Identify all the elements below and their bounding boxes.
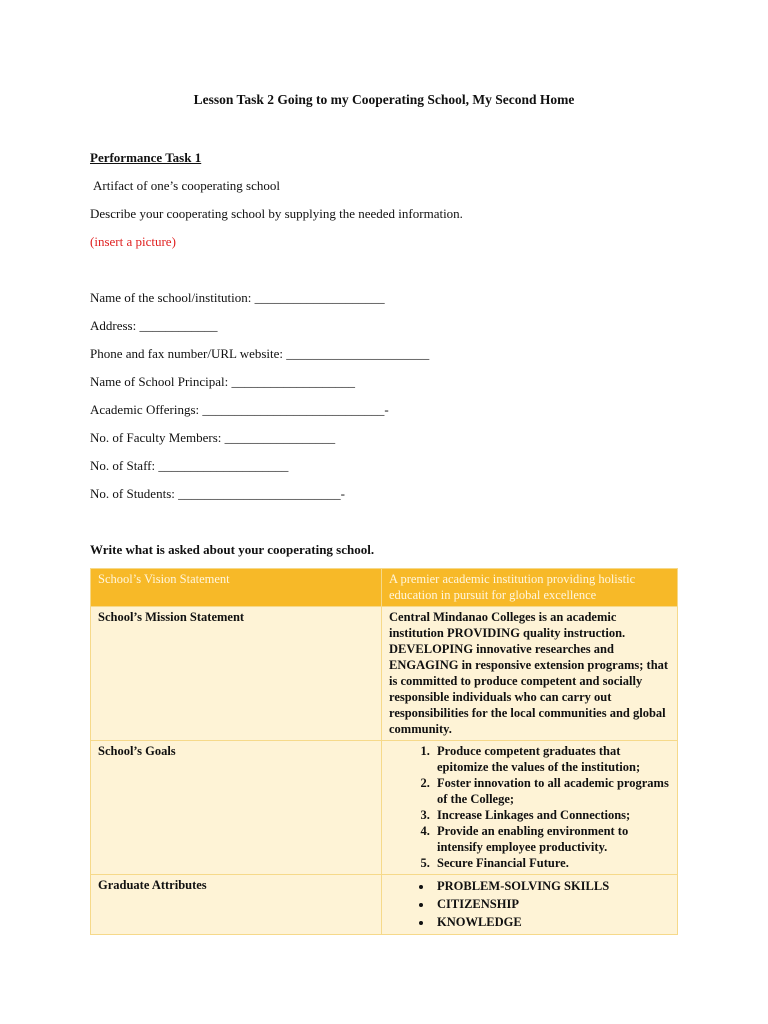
describe-instruction: Describe your cooperating school by supplying the needed information. bbox=[90, 206, 463, 221]
field-school-name: Name of the school/institution: ____________________ bbox=[90, 290, 385, 305]
field-address: Address: ____________ bbox=[90, 318, 218, 333]
table-row bbox=[91, 875, 678, 935]
list-item: 3. Increase Linkages and Connections; bbox=[433, 807, 670, 823]
attributes-list bbox=[389, 877, 670, 931]
list-item: 1. Produce competent graduates that epitomize the values of the institution; bbox=[433, 743, 670, 775]
goals-list bbox=[389, 743, 670, 871]
table-row bbox=[91, 741, 678, 875]
attributes-cell bbox=[382, 875, 678, 935]
field-principal: Name of School Principal: ___________________ bbox=[90, 374, 356, 389]
insert-picture-note: (insert a picture) bbox=[90, 234, 176, 249]
list-item: • KNOWLEDGE bbox=[433, 913, 670, 931]
list-item: 5. Secure Financial Future. bbox=[433, 855, 670, 871]
write-instruction: Write what is asked about your cooperating school. bbox=[90, 542, 375, 557]
list-item: • CITIZENSHIP bbox=[433, 895, 670, 913]
list-item: 4. Provide an enabling environment to intensify employee productivity. bbox=[433, 823, 670, 855]
performance-task-heading: Performance Task 1 bbox=[90, 150, 202, 165]
mission-label: School’s Mission Statement bbox=[91, 607, 382, 741]
attributes-label: Graduate Attributes bbox=[91, 875, 382, 935]
table-row bbox=[91, 607, 678, 741]
field-phone-url: Phone and fax number/URL website: ______________________ bbox=[90, 346, 430, 361]
goals-label: School’s Goals bbox=[91, 741, 382, 875]
school-info-table bbox=[90, 568, 678, 935]
page-title: Lesson Task 2 Going to my Cooperating School, My Second Home bbox=[193, 92, 575, 107]
mission-text: Central Mindanao Colleges is an academic institution PROVIDING quality instruction. DEVELOPING innovative researches and ENGAGING in responsive extension programs; that is committed to produce competent and socially responsible individuals who can carry out responsibilities for the local communities and global community. bbox=[382, 607, 678, 741]
vision-text: A premier academic institution providing holistic education in pursuit for global excellence bbox=[382, 569, 678, 607]
artifact-text: Artifact of one’s cooperating school bbox=[93, 178, 280, 193]
list-item: 2. Foster innovation to all academic programs of the College; bbox=[433, 775, 670, 807]
field-academic-offerings: Academic Offerings: ____________________________- bbox=[90, 402, 389, 417]
table-row bbox=[91, 569, 678, 607]
field-faculty-members: No. of Faculty Members: _________________ bbox=[90, 430, 336, 445]
field-staff: No. of Staff: ____________________ bbox=[90, 458, 289, 473]
vision-label: School’s Vision Statement bbox=[91, 569, 382, 607]
list-item: • PROBLEM-SOLVING SKILLS bbox=[433, 877, 670, 895]
goals-cell bbox=[382, 741, 678, 875]
field-students: No. of Students: _________________________- bbox=[90, 486, 345, 501]
